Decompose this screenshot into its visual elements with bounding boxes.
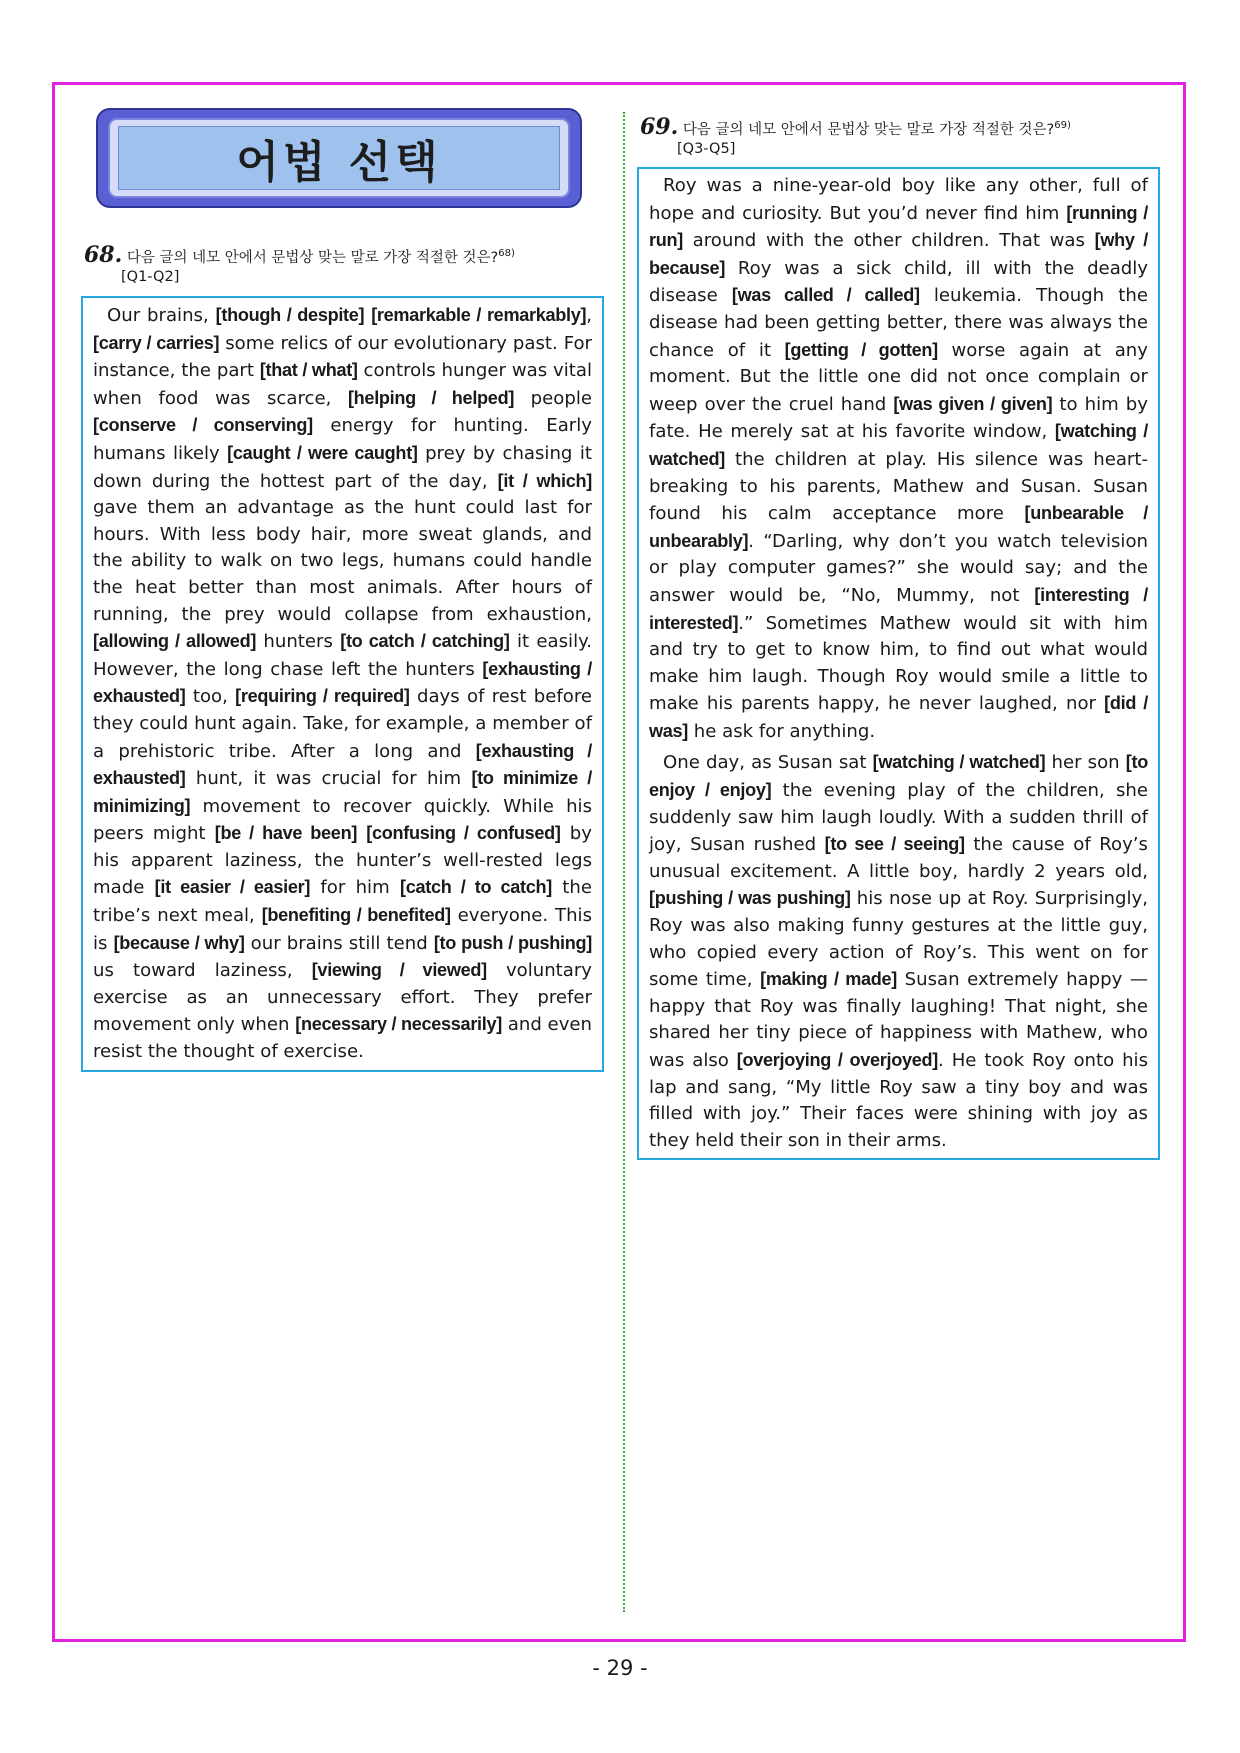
question-tag: [Q3-Q5] (677, 140, 736, 157)
passage-text: . “Darling, why don’t you watch television or play computer games?” she would say; and the answer would be, “No, Mummy, not (649, 530, 1148, 606)
passage-text: One day, as Susan sat (663, 752, 873, 774)
passage-paragraph (93, 302, 592, 1066)
answer-choice: [to enjoy / enjoy] (649, 752, 1148, 801)
answer-choice: [viewing / viewed] (311, 960, 487, 981)
passage-text: . He took Roy onto his lap and sang, “My little Roy saw a tiny boy and was filled with joy.” Their faces were shining with joy as they held their son in their arms. (649, 1050, 1149, 1151)
answer-choice: [making / made] (760, 969, 898, 990)
passage-text: and even resist the thought of exercise. (93, 1014, 592, 1063)
passage-text: voluntary exercise as an unnecessary effort. They prefer movement only when (93, 960, 593, 1036)
passage-text: .” Sometimes Mathew would sit with him and try to get to know him, to find out what would make him laugh. Though Roy would smile a little to make his parents happy, he never laughed, nor (649, 612, 1148, 715)
answer-choice: [watching / watched] (872, 752, 1046, 773)
passage-text: Roy was a sick child, ill with the deadly disease (649, 257, 1148, 307)
passage-text: hunters (256, 631, 341, 653)
answer-choice: [caught / were caught] (227, 442, 418, 463)
passage-paragraph (649, 749, 1148, 1154)
answer-choice: [it easier / easier] (154, 877, 311, 898)
passage-paragraph (649, 173, 1148, 745)
column-divider (623, 112, 625, 1612)
passage-text: , (586, 305, 592, 326)
answer-choice: [why / because] (649, 230, 1148, 278)
passage-text: our brains still tend (244, 932, 434, 954)
question-69-header (640, 113, 1170, 159)
passage-text: the evening play of the children, she suddenly saw him laugh loudly. With a sudden thrill of joy, Susan rushed (649, 780, 1148, 856)
answer-choice: [conserve / conserving] (93, 415, 313, 436)
passage-text: the children at play. His silence was heart-breaking to his parents, Mathew and Susan. Susan found his calm acceptance more (649, 448, 1148, 525)
passage-text: by his apparent laziness, the hunter’s well-rested legs made (93, 823, 592, 899)
answer-choice: [confusing / confused] (366, 823, 561, 844)
question-instruction: 다음 글의 네모 안에서 문법상 맞는 말로 가장 적절한 것은? (126, 249, 499, 266)
answer-choice: [though / despite] (215, 305, 365, 325)
answer-choice: [be / have been] (214, 823, 358, 844)
answer-choice: [watching / watched] (649, 421, 1148, 469)
footnote-marker: 69) (1054, 120, 1071, 131)
question-68-header (84, 241, 614, 287)
passage-text (357, 823, 366, 844)
answer-choice: [was given / given] (893, 393, 1053, 414)
answer-choice: [carry / carries] (93, 332, 220, 353)
footnote-marker: 68) (498, 248, 515, 259)
question-number: 68. (84, 241, 123, 268)
passage-text: the tribe’s next meal, (93, 877, 592, 927)
passage-text: her son (1045, 752, 1126, 774)
answer-choice: [allowing / allowed] (93, 631, 257, 652)
passage-text: leukemia. Though the disease had been getting better, there was always the chance of it (649, 285, 1148, 361)
passage-text: it easily. However, the long chase left the hunters (93, 631, 592, 680)
passage-text: worse again at any moment. But the little one did not once complain or weep over the cruel hand (649, 339, 1148, 415)
page-number: - 29 - (592, 1656, 648, 1680)
answer-choice: [it / which] (497, 470, 592, 491)
passage-text: Susan extremely happy — happy that Roy was finally laughing! That night, she shared her tiny piece of happiness with Mathew, who was also (649, 969, 1148, 1071)
question-instruction: 다음 글의 네모 안에서 문법상 맞는 말로 가장 적절한 것은? (682, 121, 1055, 138)
question-number: 69. (640, 113, 679, 140)
passage-text: too, (185, 686, 236, 708)
passage-text: energy for hunting. Early humans likely (93, 415, 592, 464)
section-title: 어법 선택 (236, 137, 442, 188)
passage-68 (81, 296, 604, 1072)
answer-choice: [necessary / necessarily] (295, 1014, 503, 1035)
passage-text: everyone. This is (93, 905, 592, 954)
answer-choice: [to minimize / minimizing] (93, 768, 593, 816)
passage-text: to him by fate. He merely sat at his favorite window, (649, 393, 1148, 443)
passage-text: for him (310, 877, 400, 899)
answer-choice: [getting / gotten] (784, 339, 938, 360)
passage-text: Roy was a nine-year-old boy like any other, full of hope and curiosity. But you’d never find him (649, 175, 1148, 224)
answer-choice: [helping / helped] (347, 387, 515, 408)
answer-choice: [unbearable / unbearably] (649, 503, 1148, 551)
answer-choice: [overjoying / overjoyed] (736, 1050, 939, 1070)
question-tag: [Q1-Q2] (121, 268, 180, 285)
passage-text: days of rest before they could hunt again. Take, for example, a member of a prehistoric tribe. After a long and (93, 686, 593, 762)
passage-text: Our brains, (107, 305, 216, 326)
answer-choice: [exhausting / exhausted] (93, 740, 592, 789)
passage-text: us toward laziness, (93, 960, 312, 982)
answer-choice: [was called / called] (731, 285, 920, 306)
passage-text: his nose up at Roy. Surprisingly, Roy was also making funny gestures at the little guy, who copied every action of Roy’s. This went on for some time, (649, 888, 1148, 991)
answer-choice: [running / run] (649, 202, 1148, 251)
answer-choice: [to push / pushing] (433, 932, 593, 953)
answer-choice: [to catch / catching] (340, 631, 510, 652)
answer-choice: [remarkable / remarkably] (371, 305, 587, 325)
passage-text: the cause of Roy’s unusual excitement. A little boy, hardly 2 years old, (649, 834, 1148, 882)
answer-choice: [exhausting / exhausted] (93, 658, 592, 707)
passage-text: he ask for anything. (688, 720, 876, 742)
passage-69 (637, 167, 1160, 1160)
passage-text: controls hunger was vital when food was scarce, (93, 360, 592, 409)
passage-text: movement to recover quickly. While his peers might (93, 795, 592, 845)
passage-text: hunt, it was crucial for him (185, 768, 472, 790)
answer-choice: [interesting / interested] (649, 584, 1148, 633)
answer-choice: [requiring / required] (235, 686, 410, 707)
passage-text: people (514, 387, 592, 409)
answer-choice: [to see / seeing] (824, 834, 965, 855)
answer-choice: [pushing / was pushing] (649, 888, 851, 909)
answer-choice: [benefiting / benefited] (261, 905, 451, 926)
passage-text: around with the other children. That was (682, 230, 1095, 252)
answer-choice: [that / what] (259, 360, 358, 381)
answer-choice: [catch / to catch] (400, 877, 552, 898)
answer-choice: [because / why] (113, 932, 245, 953)
passage-text: some relics of our evolutionary past. For instance, the part (93, 332, 592, 382)
passage-text: gave them an advantage as the hunt could last for hours. With less body hair, more sweat glands, and the ability to walk on two legs, humans could handle the heat better than most animals. After hours of running, the prey would collapse from exhaustion, (93, 497, 592, 625)
answer-choice: [did / was] (649, 693, 1148, 741)
section-banner (96, 108, 582, 208)
passage-text: prey by chasing it down during the hottest part of the day, (93, 442, 592, 492)
